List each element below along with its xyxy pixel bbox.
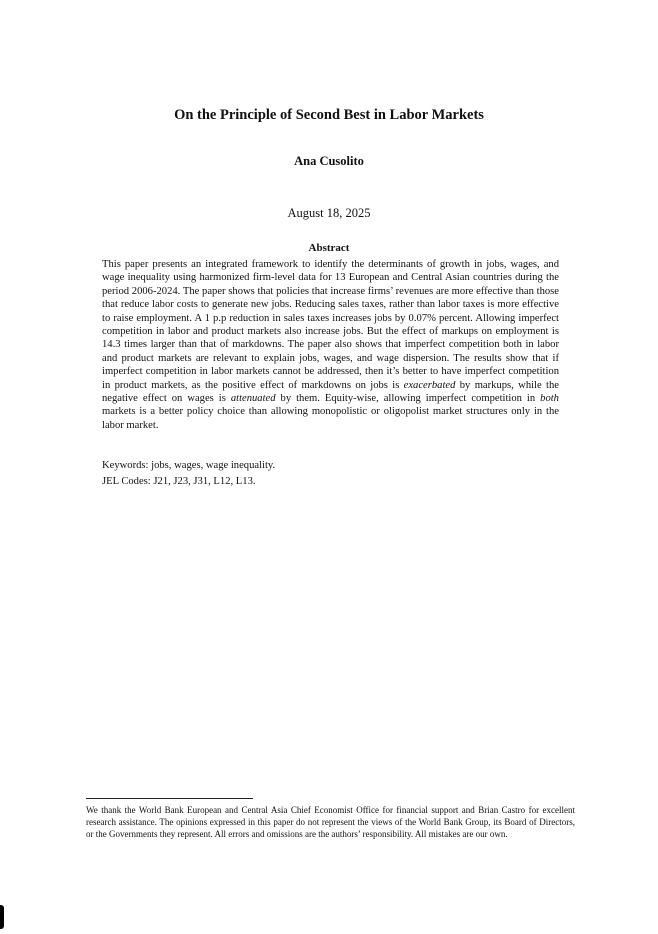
keywords-block <box>102 458 559 489</box>
abstract-text-part-3: by them. Equity-wise, allowing imperfect competition in <box>275 393 541 405</box>
paper-title: On the Principle of Second Best in Labor Markets <box>174 107 484 123</box>
abstract-emphasis-attenuated: attenuated <box>230 393 276 405</box>
abstract-text-part-2: by markups, while the negative effect on wages is <box>102 379 559 405</box>
abstract-body <box>102 258 559 432</box>
abstract-heading: Abstract <box>308 242 350 254</box>
abstract-text-part-4: markets is a better policy choice than allowing monopolistic or oligopolist market structures only in the labor market. <box>102 406 559 431</box>
abstract-text-part-1: This paper presents an integrated framework to identify the determinants of growth in jobs, wages, and wage inequality using harmonized firm-level data for 13 European and Central Asian countries during the period 2006-2024. The paper shows that policies that increase firms’ revenues are more effective than those that reduce labor costs to generate new jobs. Reducing sales taxes, rather than labor taxes is more effective to raise employment. A 1 p.p reduction in sales taxes increases jobs by 0.07% percent. Allowing imperfect competition in labor and product markets also increase jobs. But the effect of markups on employment is 14.3 times larger than that of markdowns. The paper also shows that imperfect competition both in labor and product markets are relevant to explain jobs, wages, and wage dispersion. The results show that if imperfect competition in labor markets cannot be addressed, then it’s better to have imperfect competition in product markets, as the positive effect of markdowns on jobs is <box>102 259 559 391</box>
jel-codes-line: JEL Codes: J21, J23, J31, L12, L13. <box>102 475 256 487</box>
footnote-divider <box>86 798 253 799</box>
abstract-emphasis-exacerbated: exacerbated <box>403 379 456 391</box>
keywords-line: Keywords: jobs, wages, wage inequality. <box>102 460 276 471</box>
abstract-emphasis-both: both <box>540 393 559 405</box>
publication-date: August 18, 2025 <box>287 206 371 220</box>
footnote-text: We thank the World Bank European and Central Asia Chief Economist Office for financial support and Brian Castro for excellent research assistance. The opinions expressed in this paper do not represent the views of the World Bank Group, its Board of Directors, or the Governments they represent. All errors and omissions are the authors’ responsibility. All mistakes are our own. <box>86 805 575 840</box>
author-name: Ana Cusolito <box>294 154 364 168</box>
page-edge-marker <box>0 905 4 929</box>
